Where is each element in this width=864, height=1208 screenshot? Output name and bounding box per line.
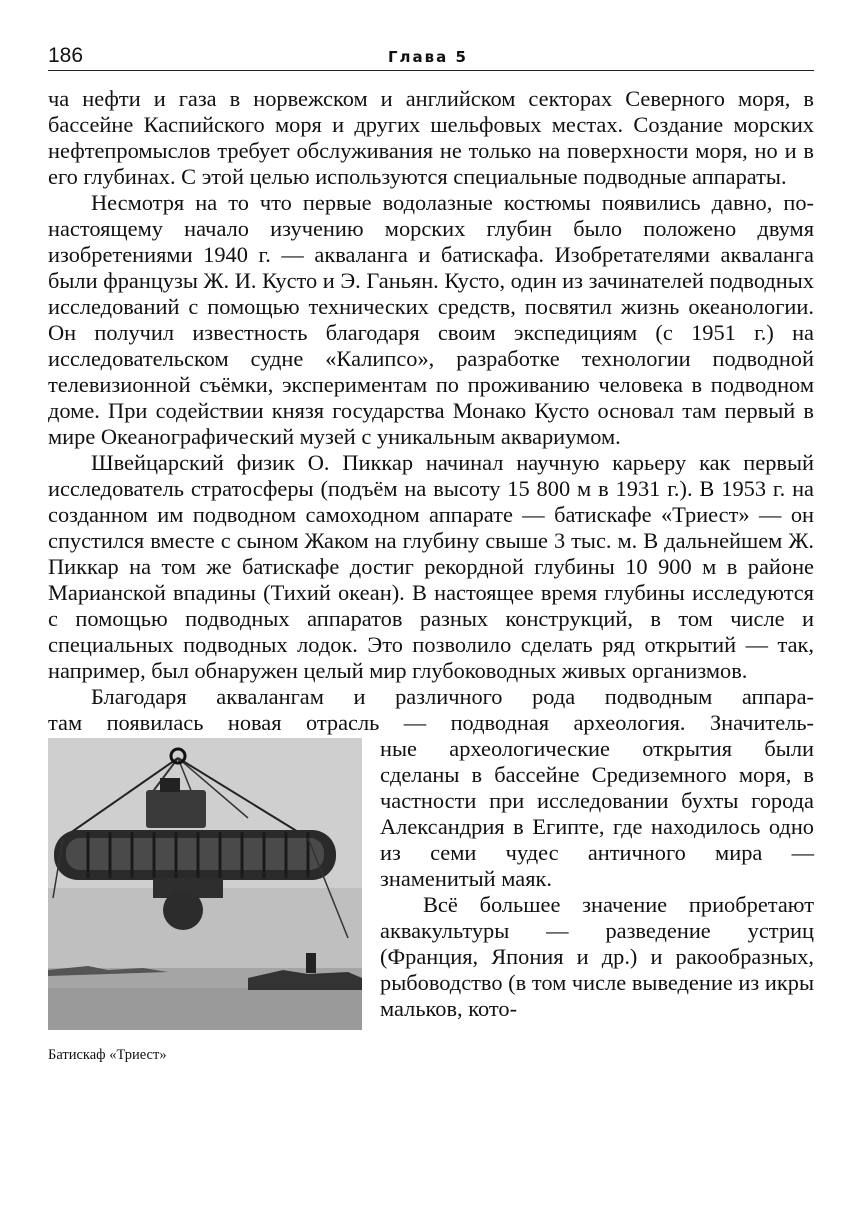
- paragraph-1: ча нефти и газа в норвежском и английском секторах Северного моря, в бассейне Каспийского моря и других шельфовых местах. Создание морских нефтепромыслов требует обслуживания не только на поверхности моря, но и в его глубинах. С этой целью используются специальные подводные аппараты.: [48, 86, 814, 189]
- figure: [48, 738, 380, 1065]
- figure-caption: Батискаф «Триест»: [48, 1047, 167, 1063]
- paragraph-3: Швейцарский физик О. Пиккар начинал научную карьеру как первый исследователь стратосферы (подъём на высоту 15 800 м в 1931 г.). В 1953 г. на созданном им подводном самоходном аппарате — батискафе «Триест» — он спустился вместе с сыном Жаком на глубину свыше 3 тыс. м. В дальнейшем Ж. Пиккар на том же батискафе достиг рекордной глубины 10 900 м в районе Марианской впадины (Тихий океан). В настоящее время глубины исследуются с помощью подводных аппаратов разных конструкций, в том числе и специальных подводных лодок. Это позволило сделать ряд открытий — так, например, был обнаружен целый мир глубоководных живых организмов.: [48, 450, 814, 683]
- bathyscaphe-drawing: [48, 738, 362, 1030]
- chapter-title: Глава 5: [388, 48, 468, 66]
- paragraph-4-line-2: там появилась новая отрасль — подводная археология. Значитель-: [48, 710, 814, 735]
- body-text: [48, 86, 814, 1065]
- paragraph-4: [48, 684, 814, 736]
- paragraph-5: Всё большее значение приобретают аквакультуры — разведение устриц (Франция, Япония и др.) и ракообразных, рыбоводство (в том числе выведение из икры мальков, кото-: [380, 892, 814, 1021]
- paragraph-4-side-text: ные археологические открытия были сделаны в бассейне Средиземного моря, в частности при исследовании бухты города Александрия в Египте, где находилось одно из семи чудес античного мира — знаменитый маяк.: [380, 736, 814, 891]
- paragraph-4-line-1: Благодаря аквалангам и различного рода подводным аппара-: [91, 684, 814, 709]
- page-number: 186: [48, 44, 84, 67]
- page-header: [48, 44, 814, 71]
- paragraph-2: Несмотря на то что первые водолазные костюмы появились давно, по-настоящему начало изучению морских глубин было положено двумя изобретениями 1940 г. — акваланга и батискафа. Изобретателями акваланга были французы Ж. И. Кусто и Э. Ганьян. Кусто, один из зачинателей подводных исследований с помощью технических средств, посвятил жизнь океанологии. Он получил известность благодаря своим экспедициям (с 1951 г.) на исследовательском судне «Калипсо», разработке технологии подводной телевизионной съёмки, экспериментам по проживанию человека в подводном доме. При содействии князя государства Монако Кусто основал там первый в мире Океанографический музей с уникальным аквариумом.: [48, 190, 814, 449]
- bathyscaphe-trieste-photo: [48, 738, 362, 1030]
